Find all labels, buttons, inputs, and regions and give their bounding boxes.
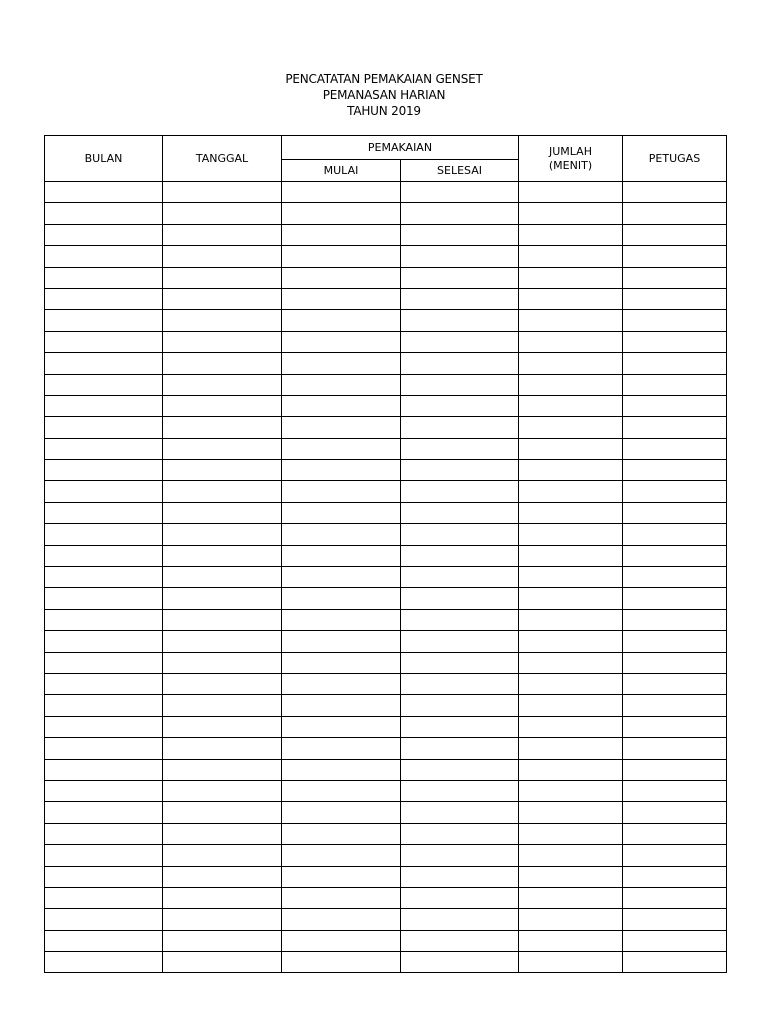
selesai-cell: [401, 823, 519, 844]
jumlah-cell: [519, 502, 623, 523]
selesai-cell: [401, 545, 519, 566]
table-row: [45, 374, 727, 395]
selesai-cell: [401, 567, 519, 588]
mulai-cell: [282, 460, 401, 481]
genset-log-table: [44, 135, 727, 973]
jumlah-cell: [519, 887, 623, 908]
petugas-cell: [623, 909, 727, 930]
selesai-cell: [401, 780, 519, 801]
bulan-cell: [45, 866, 163, 887]
mulai-cell: [282, 609, 401, 630]
tanggal-cell: [163, 695, 282, 716]
selesai-cell: [401, 288, 519, 309]
title-line-3: TAHUN 2019: [347, 104, 421, 118]
selesai-cell: [401, 374, 519, 395]
petugas-cell: [623, 780, 727, 801]
mulai-cell: [282, 481, 401, 502]
jumlah-cell: [519, 374, 623, 395]
petugas-cell: [623, 716, 727, 737]
table-row: [45, 866, 727, 887]
table-row: [45, 331, 727, 352]
petugas-cell: [623, 652, 727, 673]
jumlah-cell: [519, 310, 623, 331]
table-row: [45, 695, 727, 716]
jumlah-cell: [519, 823, 623, 844]
selesai-cell: [401, 759, 519, 780]
table-row: [45, 438, 727, 459]
selesai-cell: [401, 631, 519, 652]
table-row: [45, 909, 727, 930]
mulai-cell: [282, 780, 401, 801]
petugas-cell: [623, 460, 727, 481]
tanggal-cell: [163, 823, 282, 844]
mulai-cell: [282, 353, 401, 374]
petugas-cell: [623, 695, 727, 716]
petugas-cell: [623, 438, 727, 459]
tanggal-cell: [163, 417, 282, 438]
header-jumlah: [519, 136, 623, 182]
petugas-cell: [623, 609, 727, 630]
mulai-cell: [282, 588, 401, 609]
petugas-cell: [623, 952, 727, 973]
mulai-cell: [282, 374, 401, 395]
selesai-cell: [401, 652, 519, 673]
document-title: [0, 71, 768, 119]
selesai-cell: [401, 802, 519, 823]
jumlah-cell: [519, 673, 623, 694]
mulai-cell: [282, 310, 401, 331]
jumlah-cell: [519, 267, 623, 288]
bulan-cell: [45, 609, 163, 630]
jumlah-cell: [519, 716, 623, 737]
mulai-cell: [282, 438, 401, 459]
tanggal-cell: [163, 673, 282, 694]
petugas-cell: [623, 802, 727, 823]
tanggal-cell: [163, 930, 282, 951]
petugas-cell: [623, 224, 727, 245]
tanggal-cell: [163, 716, 282, 737]
title-line-1: PENCATATAN PEMAKAIAN GENSET: [285, 72, 483, 86]
bulan-cell: [45, 738, 163, 759]
jumlah-cell: [519, 395, 623, 416]
table-row: [45, 673, 727, 694]
bulan-cell: [45, 780, 163, 801]
selesai-cell: [401, 502, 519, 523]
petugas-cell: [623, 267, 727, 288]
jumlah-cell: [519, 652, 623, 673]
tanggal-cell: [163, 331, 282, 352]
mulai-cell: [282, 545, 401, 566]
bulan-cell: [45, 417, 163, 438]
selesai-cell: [401, 353, 519, 374]
header-mulai: MULAI: [282, 160, 401, 182]
petugas-cell: [623, 823, 727, 844]
jumlah-cell: [519, 246, 623, 267]
jumlah-cell: [519, 567, 623, 588]
jumlah-cell: [519, 759, 623, 780]
mulai-cell: [282, 182, 401, 203]
header-tanggal: TANGGAL: [163, 136, 282, 182]
petugas-cell: [623, 288, 727, 309]
tanggal-cell: [163, 224, 282, 245]
bulan-cell: [45, 716, 163, 737]
table-row: [45, 203, 727, 224]
tanggal-cell: [163, 288, 282, 309]
bulan-cell: [45, 887, 163, 908]
tanggal-cell: [163, 182, 282, 203]
tanggal-cell: [163, 567, 282, 588]
jumlah-cell: [519, 695, 623, 716]
bulan-cell: [45, 374, 163, 395]
bulan-cell: [45, 331, 163, 352]
selesai-cell: [401, 887, 519, 908]
jumlah-cell: [519, 930, 623, 951]
tanggal-cell: [163, 395, 282, 416]
tanggal-cell: [163, 887, 282, 908]
table-row: [45, 631, 727, 652]
mulai-cell: [282, 802, 401, 823]
bulan-cell: [45, 182, 163, 203]
tanggal-cell: [163, 267, 282, 288]
table-row: [45, 310, 727, 331]
petugas-cell: [623, 930, 727, 951]
header-pemakaian: PEMAKAIAN: [282, 136, 519, 160]
mulai-cell: [282, 524, 401, 545]
bulan-cell: [45, 759, 163, 780]
table-row: [45, 224, 727, 245]
table-row: [45, 417, 727, 438]
jumlah-cell: [519, 866, 623, 887]
header-row-1: [45, 136, 727, 160]
petugas-cell: [623, 673, 727, 694]
bulan-cell: [45, 524, 163, 545]
petugas-cell: [623, 310, 727, 331]
petugas-cell: [623, 631, 727, 652]
selesai-cell: [401, 267, 519, 288]
table-row: [45, 609, 727, 630]
table-row: [45, 460, 727, 481]
table-row: [45, 780, 727, 801]
table-row: [45, 567, 727, 588]
jumlah-cell: [519, 631, 623, 652]
mulai-cell: [282, 502, 401, 523]
tanggal-cell: [163, 588, 282, 609]
petugas-cell: [623, 374, 727, 395]
table-row: [45, 823, 727, 844]
selesai-cell: [401, 203, 519, 224]
jumlah-cell: [519, 909, 623, 930]
jumlah-cell: [519, 481, 623, 502]
selesai-cell: [401, 716, 519, 737]
mulai-cell: [282, 759, 401, 780]
bulan-cell: [45, 353, 163, 374]
selesai-cell: [401, 395, 519, 416]
table-row: [45, 288, 727, 309]
table-row: [45, 481, 727, 502]
header-petugas: PETUGAS: [623, 136, 727, 182]
jumlah-cell: [519, 588, 623, 609]
jumlah-cell: [519, 738, 623, 759]
bulan-cell: [45, 460, 163, 481]
table-row: [45, 759, 727, 780]
petugas-cell: [623, 588, 727, 609]
header-selesai: SELESAI: [401, 160, 519, 182]
mulai-cell: [282, 652, 401, 673]
table-row: [45, 652, 727, 673]
table-row: [45, 524, 727, 545]
table-row: [45, 182, 727, 203]
jumlah-cell: [519, 952, 623, 973]
mulai-cell: [282, 267, 401, 288]
petugas-cell: [623, 417, 727, 438]
table-row: [45, 716, 727, 737]
bulan-cell: [45, 567, 163, 588]
selesai-cell: [401, 609, 519, 630]
bulan-cell: [45, 203, 163, 224]
bulan-cell: [45, 652, 163, 673]
mulai-cell: [282, 331, 401, 352]
petugas-cell: [623, 182, 727, 203]
table-row: [45, 588, 727, 609]
petugas-cell: [623, 845, 727, 866]
table-row: [45, 845, 727, 866]
bulan-cell: [45, 845, 163, 866]
selesai-cell: [401, 224, 519, 245]
jumlah-cell: [519, 545, 623, 566]
selesai-cell: [401, 246, 519, 267]
jumlah-cell: [519, 417, 623, 438]
petugas-cell: [623, 524, 727, 545]
mulai-cell: [282, 567, 401, 588]
petugas-cell: [623, 246, 727, 267]
bulan-cell: [45, 395, 163, 416]
tanggal-cell: [163, 609, 282, 630]
table-row: [45, 887, 727, 908]
mulai-cell: [282, 395, 401, 416]
bulan-cell: [45, 673, 163, 694]
tanggal-cell: [163, 481, 282, 502]
bulan-cell: [45, 481, 163, 502]
tanggal-cell: [163, 802, 282, 823]
mulai-cell: [282, 909, 401, 930]
mulai-cell: [282, 952, 401, 973]
jumlah-cell: [519, 288, 623, 309]
selesai-cell: [401, 481, 519, 502]
tanggal-cell: [163, 952, 282, 973]
jumlah-cell: [519, 460, 623, 481]
table-row: [45, 545, 727, 566]
tanggal-cell: [163, 652, 282, 673]
mulai-cell: [282, 203, 401, 224]
selesai-cell: [401, 738, 519, 759]
jumlah-cell: [519, 331, 623, 352]
jumlah-cell: [519, 524, 623, 545]
jumlah-cell: [519, 182, 623, 203]
selesai-cell: [401, 524, 519, 545]
selesai-cell: [401, 952, 519, 973]
bulan-cell: [45, 802, 163, 823]
selesai-cell: [401, 417, 519, 438]
tanggal-cell: [163, 631, 282, 652]
bulan-cell: [45, 695, 163, 716]
tanggal-cell: [163, 866, 282, 887]
bulan-cell: [45, 588, 163, 609]
jumlah-cell: [519, 224, 623, 245]
tanggal-cell: [163, 545, 282, 566]
mulai-cell: [282, 224, 401, 245]
mulai-cell: [282, 866, 401, 887]
bulan-cell: [45, 224, 163, 245]
petugas-cell: [623, 502, 727, 523]
tanggal-cell: [163, 909, 282, 930]
selesai-cell: [401, 438, 519, 459]
tanggal-cell: [163, 203, 282, 224]
selesai-cell: [401, 331, 519, 352]
mulai-cell: [282, 845, 401, 866]
mulai-cell: [282, 673, 401, 694]
bulan-cell: [45, 930, 163, 951]
bulan-cell: [45, 631, 163, 652]
bulan-cell: [45, 310, 163, 331]
mulai-cell: [282, 823, 401, 844]
tanggal-cell: [163, 738, 282, 759]
title-line-2: PEMANASAN HARIAN: [322, 88, 446, 102]
petugas-cell: [623, 567, 727, 588]
petugas-cell: [623, 887, 727, 908]
petugas-cell: [623, 331, 727, 352]
jumlah-cell: [519, 780, 623, 801]
jumlah-cell: [519, 802, 623, 823]
petugas-cell: [623, 738, 727, 759]
table-row: [45, 246, 727, 267]
bulan-cell: [45, 823, 163, 844]
selesai-cell: [401, 460, 519, 481]
selesai-cell: [401, 673, 519, 694]
mulai-cell: [282, 246, 401, 267]
petugas-cell: [623, 759, 727, 780]
tanggal-cell: [163, 246, 282, 267]
tanggal-cell: [163, 845, 282, 866]
petugas-cell: [623, 481, 727, 502]
tanggal-cell: [163, 524, 282, 545]
log-body: [45, 182, 727, 973]
petugas-cell: [623, 866, 727, 887]
jumlah-cell: [519, 353, 623, 374]
mulai-cell: [282, 930, 401, 951]
bulan-cell: [45, 909, 163, 930]
petugas-cell: [623, 545, 727, 566]
selesai-cell: [401, 930, 519, 951]
bulan-cell: [45, 502, 163, 523]
table-row: [45, 738, 727, 759]
bulan-cell: [45, 952, 163, 973]
bulan-cell: [45, 246, 163, 267]
selesai-cell: [401, 845, 519, 866]
tanggal-cell: [163, 780, 282, 801]
bulan-cell: [45, 288, 163, 309]
tanggal-cell: [163, 374, 282, 395]
petugas-cell: [623, 353, 727, 374]
mulai-cell: [282, 631, 401, 652]
jumlah-cell: [519, 845, 623, 866]
bulan-cell: [45, 545, 163, 566]
selesai-cell: [401, 866, 519, 887]
selesai-cell: [401, 695, 519, 716]
table-row: [45, 802, 727, 823]
jumlah-cell: [519, 609, 623, 630]
tanggal-cell: [163, 353, 282, 374]
selesai-cell: [401, 310, 519, 331]
selesai-cell: [401, 182, 519, 203]
tanggal-cell: [163, 460, 282, 481]
header-jumlah-line2: (MENIT): [548, 158, 593, 172]
mulai-cell: [282, 695, 401, 716]
tanggal-cell: [163, 759, 282, 780]
table-row: [45, 353, 727, 374]
selesai-cell: [401, 588, 519, 609]
petugas-cell: [623, 203, 727, 224]
mulai-cell: [282, 738, 401, 759]
jumlah-cell: [519, 438, 623, 459]
table-row: [45, 930, 727, 951]
petugas-cell: [623, 395, 727, 416]
bulan-cell: [45, 438, 163, 459]
mulai-cell: [282, 887, 401, 908]
header-bulan: BULAN: [45, 136, 163, 182]
table-row: [45, 395, 727, 416]
mulai-cell: [282, 288, 401, 309]
bulan-cell: [45, 267, 163, 288]
mulai-cell: [282, 716, 401, 737]
header-jumlah-line1: JUMLAH: [549, 144, 592, 158]
selesai-cell: [401, 909, 519, 930]
table-row: [45, 952, 727, 973]
mulai-cell: [282, 417, 401, 438]
table-row: [45, 502, 727, 523]
tanggal-cell: [163, 502, 282, 523]
tanggal-cell: [163, 438, 282, 459]
tanggal-cell: [163, 310, 282, 331]
jumlah-cell: [519, 203, 623, 224]
table-row: [45, 267, 727, 288]
